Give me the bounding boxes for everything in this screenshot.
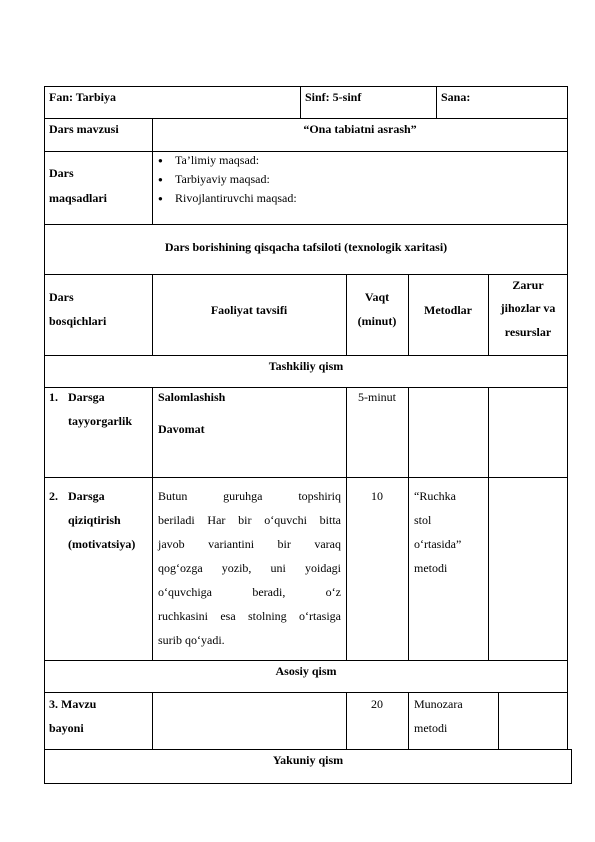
stage-cell: tayyorgarlik (68, 414, 132, 428)
divider (44, 387, 568, 388)
column-header-methods: Metodlar (424, 303, 472, 317)
text-line: Butun guruhga topshiriq (158, 489, 341, 503)
time-cell: 20 (371, 697, 383, 711)
method-cell: o‘rtasida” (414, 537, 462, 551)
time-cell: 10 (371, 489, 383, 503)
method-cell: metodi (414, 561, 448, 575)
stage-cell: Darsga (68, 489, 105, 503)
goals-label: maqsadlari (49, 191, 108, 205)
column-header-resources: Zarur (512, 278, 544, 292)
divider (408, 692, 409, 750)
column-header-resources: jihozlar va (500, 301, 556, 315)
divider (152, 692, 153, 750)
section-header: Yakuniy qism (272, 753, 344, 767)
row-number: 2. (49, 489, 58, 503)
stage-cell: Darsga (68, 390, 105, 404)
stage-cell: (motivatsiya) (68, 537, 136, 551)
row-number: 1. (49, 390, 58, 404)
divider (408, 387, 409, 660)
text-line: beriladi Har bir o‘quvchi bitta (158, 513, 341, 527)
grade-field: Sinf: 5-sinf (305, 90, 362, 104)
method-cell: “Ruchka (414, 489, 456, 503)
topic-title: “Ona tabiatni asrash” (303, 122, 417, 136)
text-line: surib qo‘yadi. (158, 633, 225, 647)
date-field: Sana: (441, 90, 471, 104)
list-item: ● Ta’limiy maqsad: (158, 151, 297, 170)
column-header-stage: bosqichlari (49, 314, 107, 328)
column-header-resources: resurslar (504, 325, 552, 339)
stage-cell: bayoni (49, 721, 84, 735)
column-header-time: (minut) (357, 314, 397, 328)
divider (346, 387, 347, 660)
divider (44, 477, 568, 478)
stage-cell: qiziqtirish (68, 513, 121, 527)
text-line: ruchkasini esa stolning o‘rtasiga (158, 609, 341, 623)
list-item: ● Tarbiyaviy maqsad: (158, 170, 297, 189)
subject-field: Fan: Tarbiya (49, 90, 117, 104)
column-header-activity: Faoliyat tavsifi (210, 303, 288, 317)
text-line: o‘quvchiga beradi, o‘z (158, 585, 341, 599)
text-line: javob variantini bir varaq (158, 537, 341, 551)
time-cell: 5-minut (358, 390, 396, 404)
stage-cell: 3. Mavzu (49, 697, 97, 711)
method-cell: stol (414, 513, 432, 527)
divider (498, 692, 499, 750)
column-header-stage: Dars (49, 290, 74, 304)
goals-list (158, 151, 297, 208)
activity-cell: Salomlashish (158, 390, 226, 404)
section-title: Dars borishining qisqacha tafsiloti (texnologik xaritasi) (164, 240, 448, 254)
text-line: qog‘ozga yozib, uni yoidagi (158, 561, 341, 575)
divider (436, 86, 437, 118)
divider (44, 692, 568, 693)
method-cell: metodi (414, 721, 448, 735)
divider (488, 387, 489, 660)
topic-label: Dars mavzusi (49, 122, 119, 136)
section-header: Asosiy qism (275, 664, 337, 678)
divider (44, 151, 568, 152)
column-header-time: Vaqt (364, 290, 390, 304)
activity-cell: Davomat (158, 422, 205, 436)
method-cell: Munozara (414, 697, 463, 711)
divider (300, 86, 301, 118)
divider (152, 387, 153, 660)
section-header: Tashkiliy qism (268, 359, 344, 373)
goals-label: Dars (49, 166, 74, 180)
list-item: ● Rivojlantiruvchi maqsad: (158, 189, 297, 208)
divider (44, 224, 568, 225)
